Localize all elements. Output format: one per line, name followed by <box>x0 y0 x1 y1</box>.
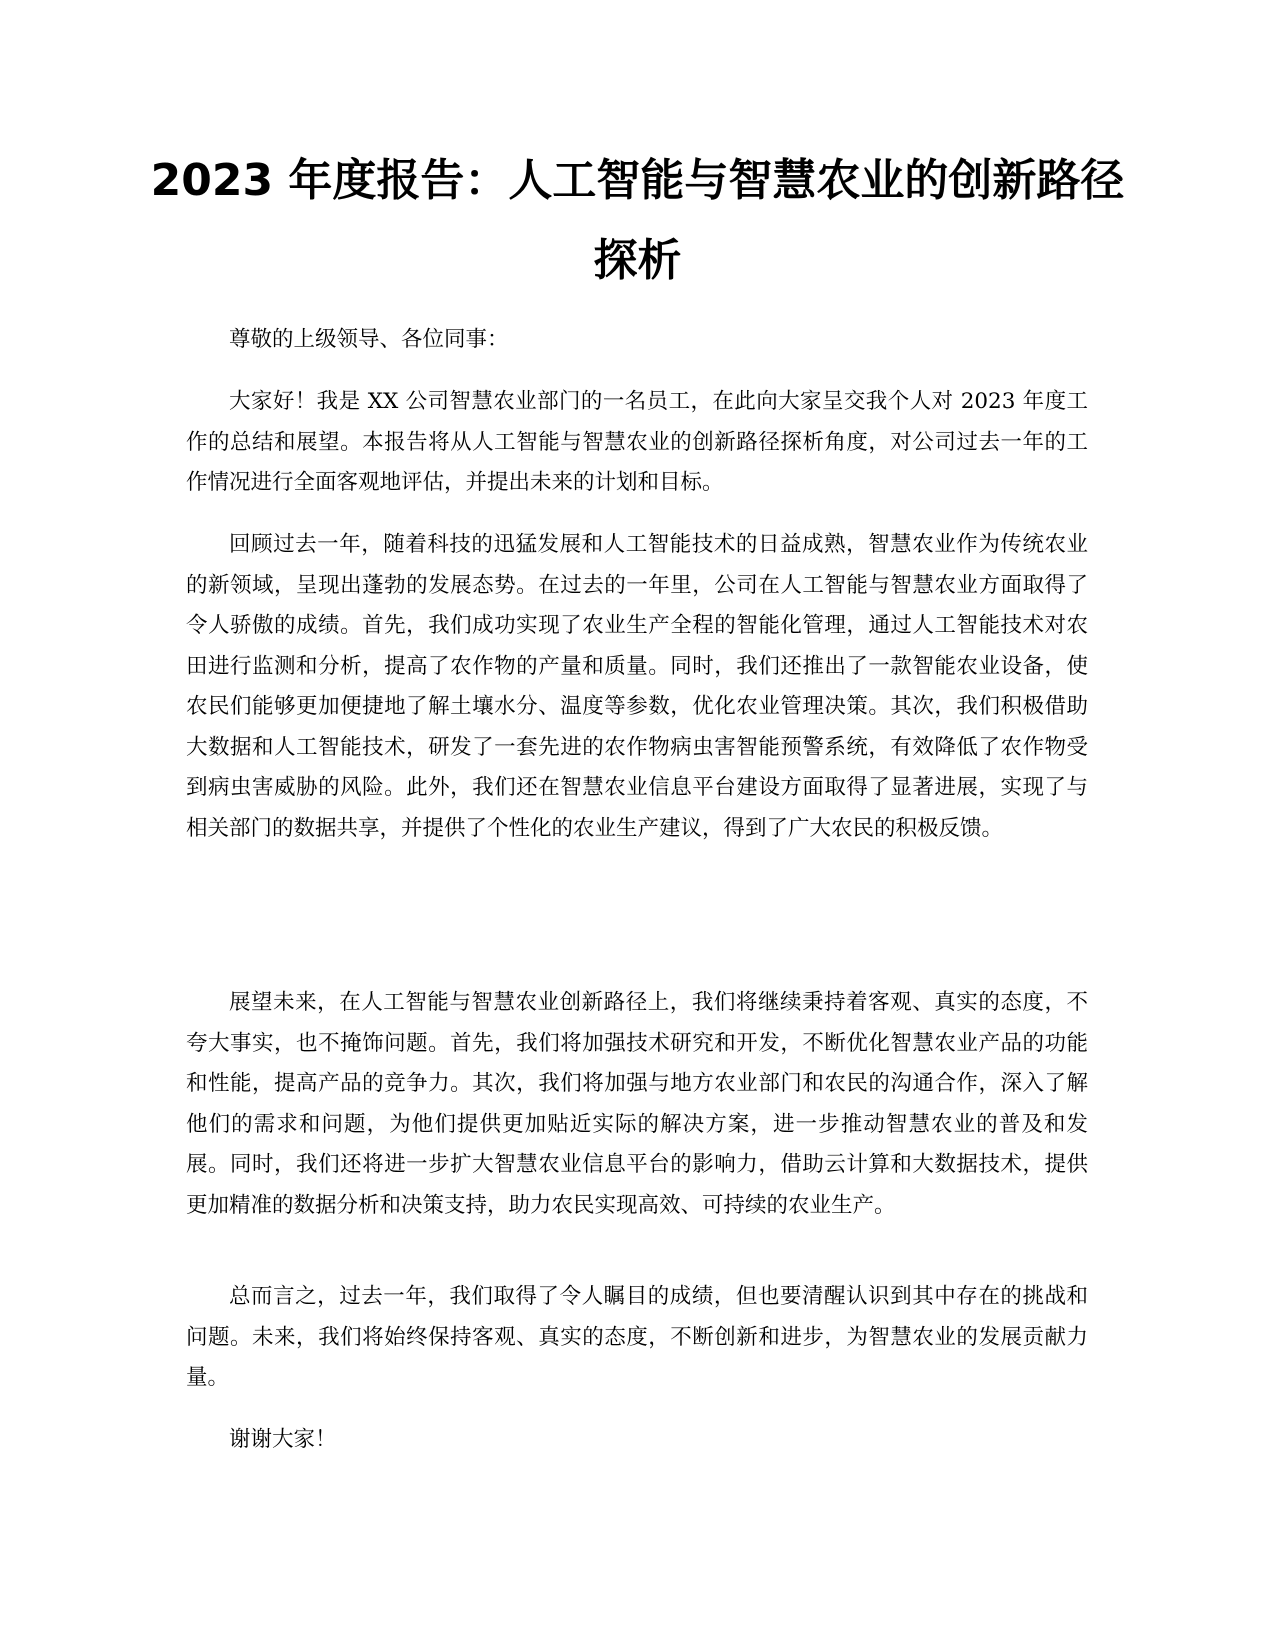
summary-paragraph: 总而言之，过去一年，我们取得了令人瞩目的成绩，但也要清醒认识到其中存在的挑战和问题。未来，我们将始终保持客观、真实的态度，不断创新和进步，为智慧农业的发展贡献力量。 <box>186 1284 1088 1390</box>
document-title: 2023 年度报告：人工智能与智慧农业的创新路径探析 <box>150 155 1125 286</box>
salutation-paragraph: 尊敬的上级领导、各位同事： <box>229 327 509 352</box>
review-paragraph: 回顾过去一年，随着科技的迅猛发展和人工智能技术的日益成熟，智慧农业作为传统农业的新领域，呈现出蓬勃的发展态势。在过去的一年里，公司在人工智能与智慧农业方面取得了令人骄傲的成绩。首先，我们成功实现了农业生产全程的智能化管理，通过人工智能技术对农田进行监测和分析，提高了农作物的产量和质量。同时，我们还推出了一款智能农业设备，使农民们能够更加便捷地了解土壤水分、温度等参数，优化农业管理决策。其次，我们积极借助大数据和人工智能技术，研发了一套先进的农作物病虫害智能预警系统，有效降低了农作物受到病虫害威胁的风险。此外，我们还在智慧农业信息平台建设方面取得了显著进展，实现了与相关部门的数据共享，并提供了个性化的农业生产建议，得到了广大农民的积极反馈。 <box>186 532 1088 841</box>
outlook-paragraph: 展望未来，在人工智能与智慧农业创新路径上，我们将继续秉持着客观、真实的态度，不夸大事实，也不掩饰问题。首先，我们将加强技术研究和开发，不断优化智慧农业产品的功能和性能，提高产品的竞争力。其次，我们将加强与地方农业部门和农民的沟通合作，深入了解他们的需求和问题，为他们提供更加贴近实际的解决方案，进一步推动智慧农业的普及和发展。同时，我们还将进一步扩大智慧农业信息平台的影响力，借助云计算和大数据技术，提供更加精准的数据分析和决策支持，助力农民实现高效、可持续的农业生产。 <box>186 990 1088 1218</box>
closing-paragraph: 谢谢大家！ <box>229 1427 337 1452</box>
intro-paragraph: 大家好！我是 XX 公司智慧农业部门的一名员工，在此向大家呈交我个人对 2023 年度工作的总结和展望。本报告将从人工智能与智慧农业的创新路径探析角度，对公司过去一年的工作情况进行全面客观地评估，并提出未来的计划和目标。 <box>186 389 1088 495</box>
